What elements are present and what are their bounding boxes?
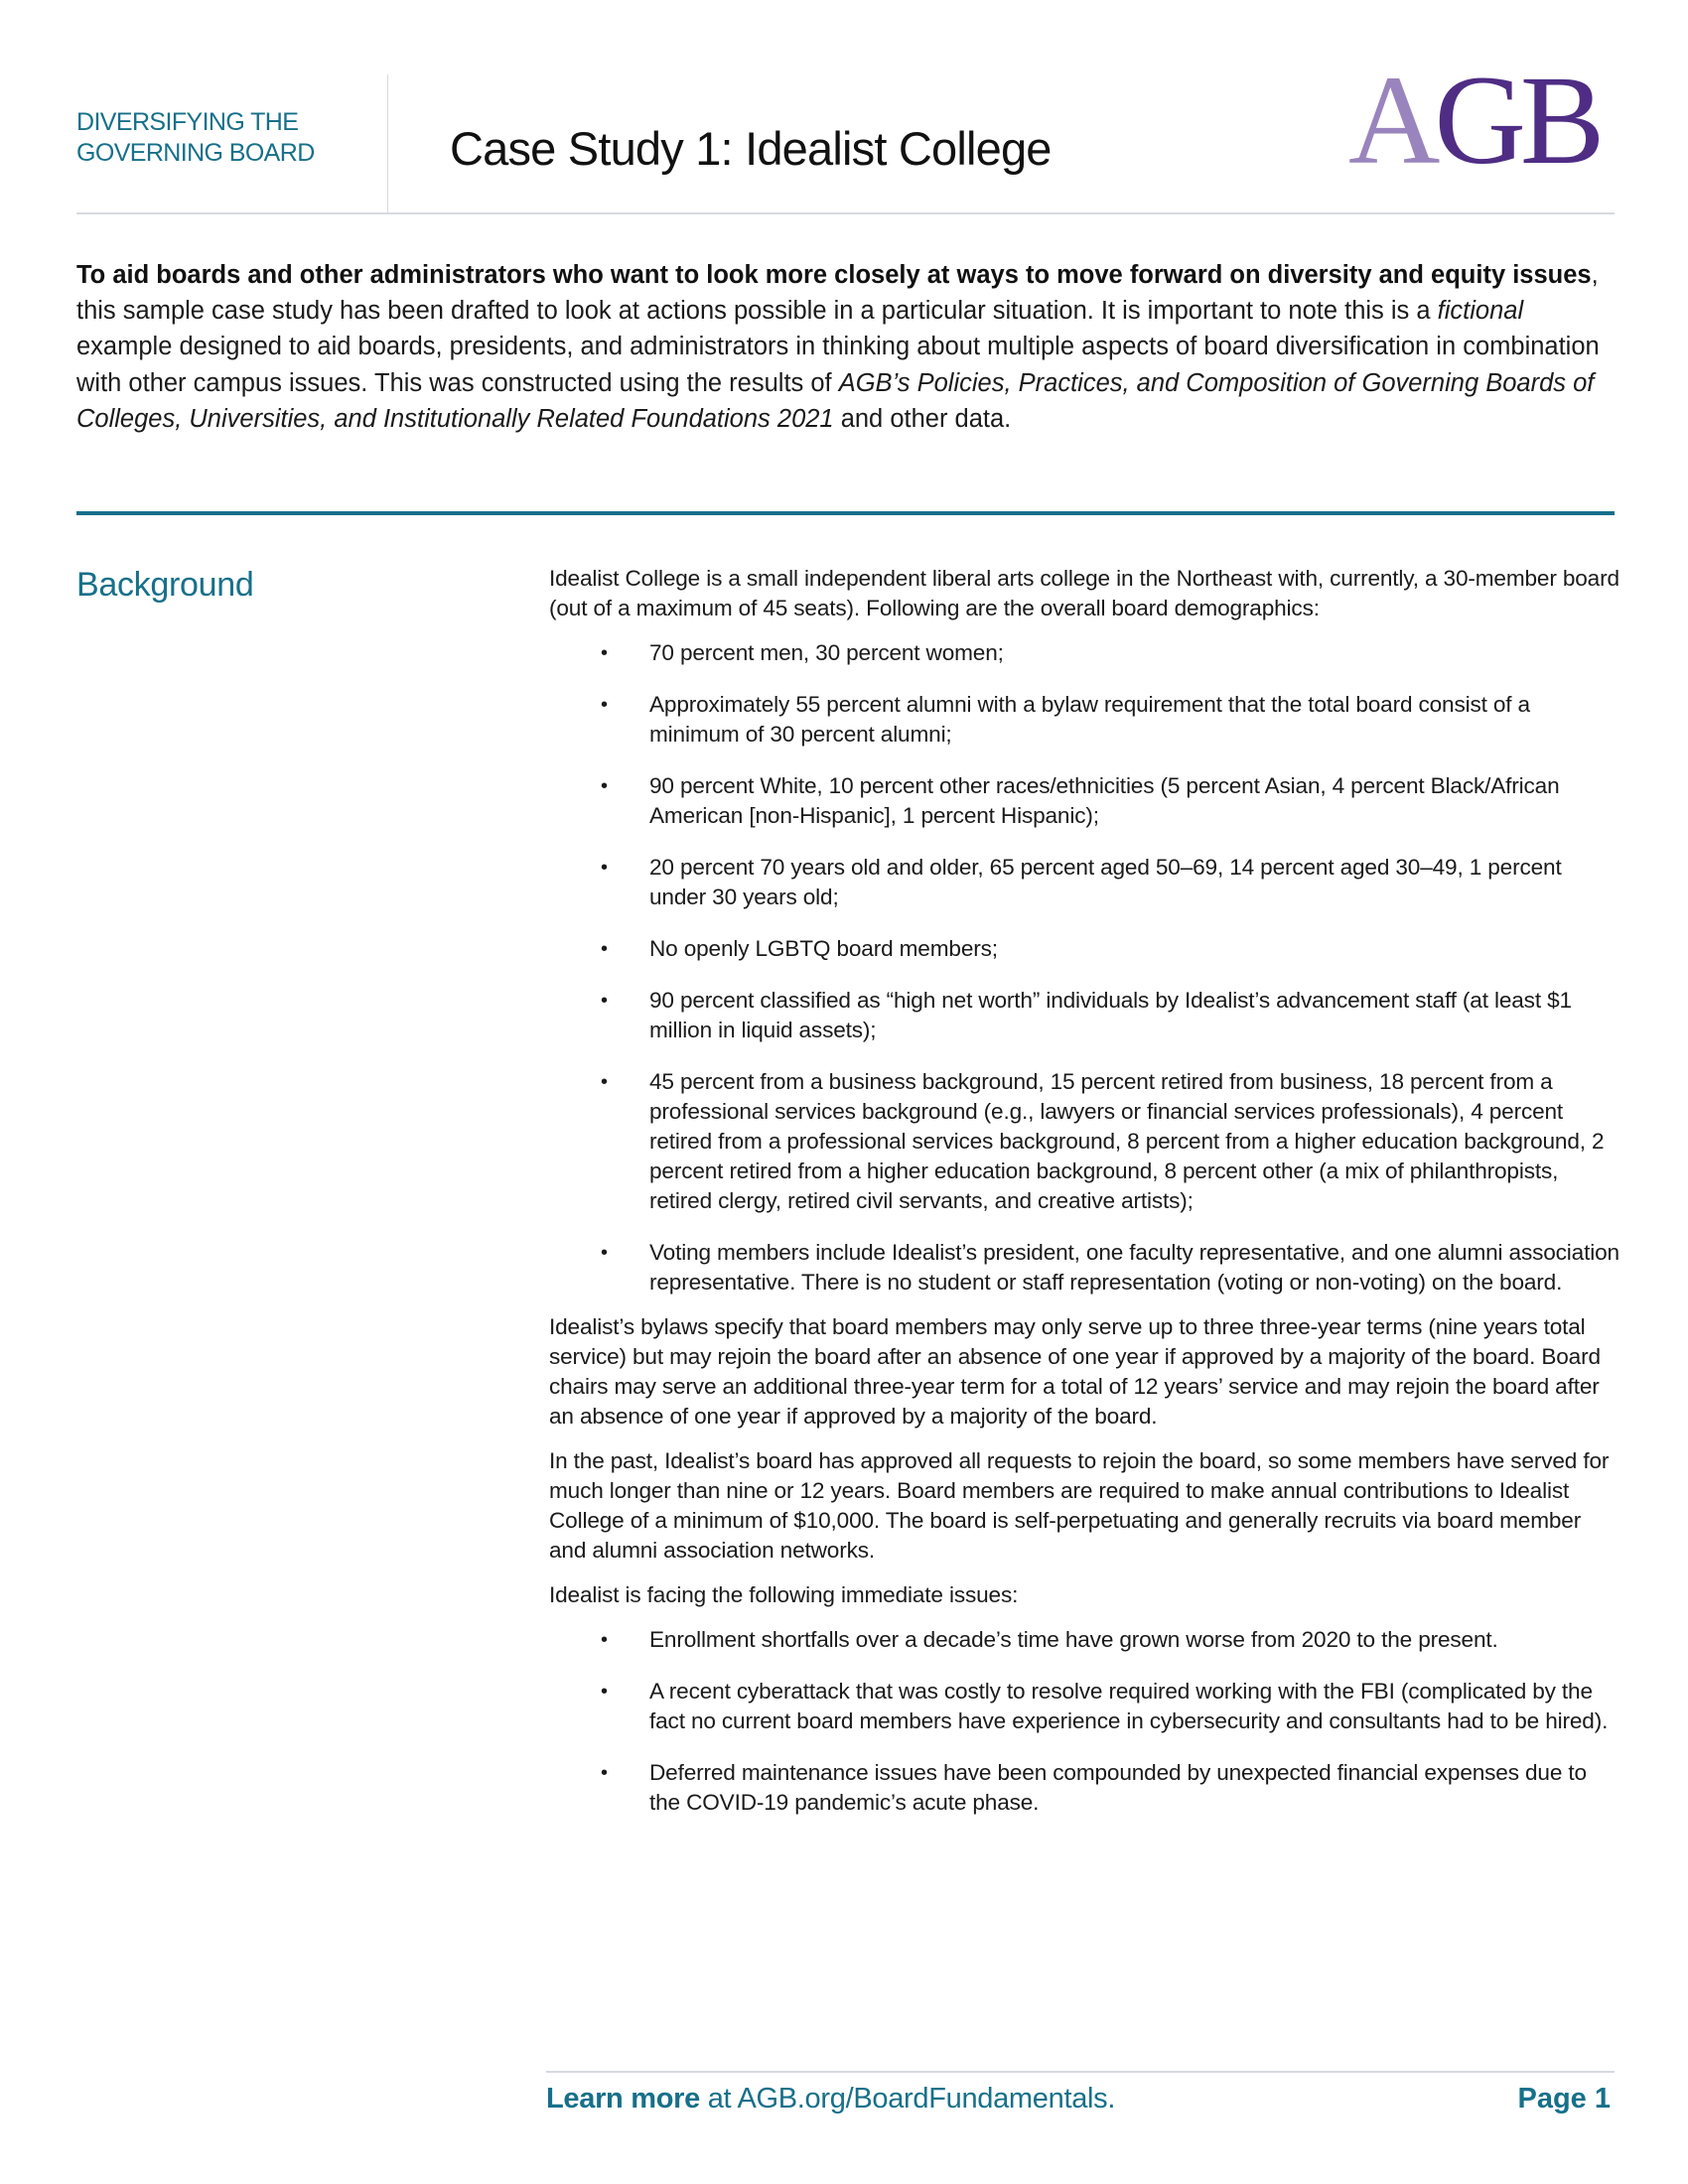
list-item: • Deferred maintenance issues have been compounded by unexpected financial expenses due to the COVID-19 pandemic’s acute phase.	[601, 1760, 1587, 1815]
bullet-icon: •	[601, 1071, 608, 1093]
footer-learn-more-url: at AGB.org/BoardFundamentals.	[699, 2083, 1116, 2115]
bullet-icon: •	[601, 857, 608, 879]
list-item: • No openly LGBTQ board members;	[549, 934, 1621, 964]
list-item: • A recent cyberattack that was costly to resolve required working with the FBI (complicated by the fact no current board members have experience in cybersecurity and consultants had to be hired).	[601, 1679, 1609, 1733]
logo-letters-gb: GB	[1434, 50, 1600, 191]
bullet-icon: •	[601, 642, 608, 664]
intro-italic-report-title: AGB’s Policies, Practices, and Composition of Governing Boards of Colleges, Universities, and Institutionally Related Foundations 2021	[76, 368, 1595, 433]
list-item: • Approximately 55 percent alumni with a bylaw requirement that the total board consist of a minimum of 30 percent alumni;	[601, 692, 1530, 747]
intro-text-1: , this sample case study has been drafted to look at actions possible in a particular situation. It is important to note this is a	[76, 261, 1599, 326]
intro-text-3: and other data.	[833, 404, 1012, 433]
demographics-list	[549, 638, 1621, 1297]
intro-paragraph	[76, 257, 1625, 437]
list-item: • 90 percent classified as “high net worth” individuals by Idealist’s advancement staff (at least $1 million in liquid assets);	[601, 988, 1572, 1042]
background-paragraph-4: Idealist is facing the following immediate issues:	[549, 1582, 1019, 1607]
bullet-icon: •	[601, 1629, 608, 1651]
bullet-icon: •	[601, 1762, 608, 1784]
footer-divider	[546, 2071, 1615, 2073]
series-label	[76, 107, 374, 169]
intro-bold-lead: To aid boards and other administrators who want to look more closely at ways to move forward on diversity and equity issues	[76, 261, 1592, 289]
list-item: • 20 percent 70 years old and older, 65 percent aged 50–69, 14 percent aged 30–49, 1 percent under 30 years old;	[601, 855, 1562, 909]
footer-learn-more-link[interactable]	[546, 2080, 1115, 2117]
logo-letter-a: A	[1348, 50, 1435, 191]
background-body	[549, 564, 1621, 1833]
intro-divider	[76, 511, 1615, 515]
bullet-icon: •	[601, 1242, 608, 1264]
list-item: • Voting members include Idealist’s president, one faculty representative, and one alumni association representative. There is no student or staff representation (voting or non-voting) on the board.	[601, 1240, 1619, 1295]
list-item: • 45 percent from a business background, 15 percent retired from business, 18 percent from a professional services background (e.g., lawyers or financial services professionals), 4 percent retired from a professional services background, 8 percent from a higher education background, 2 percent retired from a higher education background, 8 percent other (a mix of philanthropists, retired clergy, retired civil servants, and creative artists);	[601, 1069, 1605, 1213]
page-number: Page 1	[1517, 2083, 1611, 2115]
intro-text-2: example designed to aid boards, presidents, and administrators in thinking about multiple aspects of board diversification in combination with other campus issues. This was constructed using the results of	[76, 333, 1600, 397]
list-item: • Enrollment shortfalls over a decade’s time have grown worse from 2020 to the present.	[549, 1625, 1621, 1655]
footer-learn-more-bold: Learn more	[546, 2083, 700, 2115]
header-vertical-divider	[387, 74, 388, 213]
background-paragraph-3: In the past, Idealist’s board has approved all requests to rejoin the board, so some members have served for much longer than nine or 12 years. Board members are required to make annual contributions to Idealist College of a minimum of $10,000. The board is self-perpetuating and generally recruits via board member and alumni association networks.	[549, 1448, 1610, 1563]
background-paragraph-1: Idealist College is a small independent liberal arts college in the Northeast with, currently, a 30-member board (out of a maximum of 45 seats). Following are the overall board demographics:	[549, 566, 1619, 620]
bullet-icon: •	[601, 938, 608, 960]
bullet-icon: •	[601, 1681, 608, 1703]
series-label-line-2: GOVERNING BOARD	[76, 139, 315, 167]
list-item: • 70 percent men, 30 percent women;	[549, 638, 1621, 668]
intro-italic-fictional: fictional	[1437, 297, 1524, 326]
background-paragraph-2: Idealist’s bylaws specify that board members may only serve up to three three-year terms (nine years total service) but may rejoin the board after an absence of one year if approved by a majority of the board. Board chairs may serve an additional three-year term for a total of 12 years’ service and may rejoin the board after an absence of one year if approved by a majority of the board.	[549, 1314, 1601, 1429]
section-heading-background: Background	[76, 566, 254, 604]
page-title: Case Study 1: Idealist College	[450, 122, 1052, 175]
issues-list	[549, 1625, 1621, 1818]
list-item: • 90 percent White, 10 percent other races/ethnicities (5 percent Asian, 4 percent Black/African American [non-Hispanic], 1 percent Hispanic);	[601, 773, 1560, 828]
series-label-line-1: DIVERSIFYING THE	[76, 108, 299, 136]
bullet-icon: •	[601, 775, 608, 797]
header-divider	[76, 212, 1615, 214]
agb-logo	[1348, 50, 1600, 191]
bullet-icon: •	[601, 694, 608, 716]
bullet-icon: •	[601, 990, 608, 1012]
